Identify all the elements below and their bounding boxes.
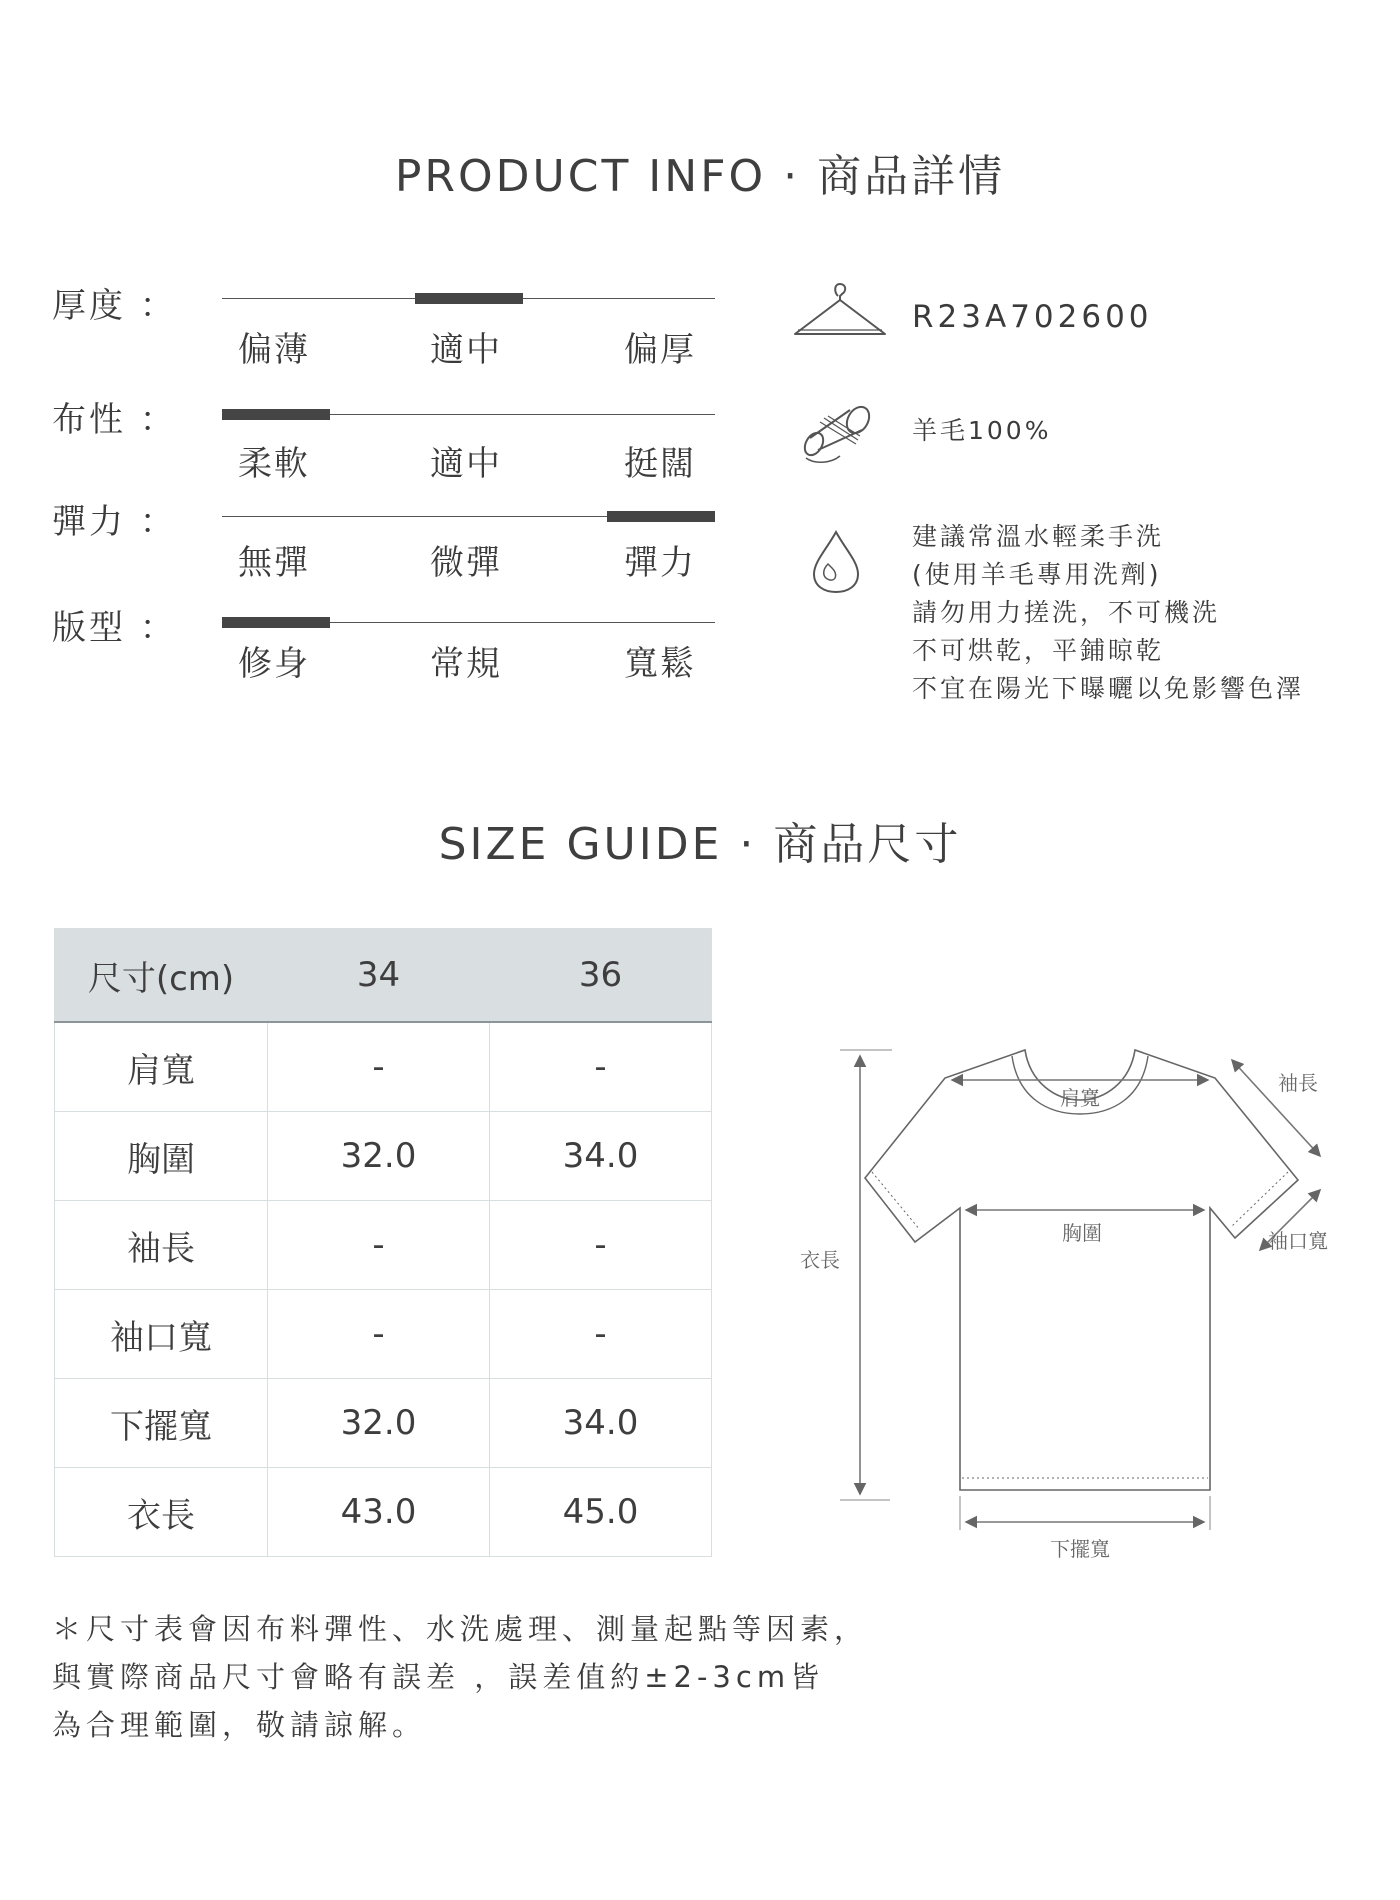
- reference-line: [960, 1496, 1210, 1530]
- table-cell: 45.0: [490, 1468, 712, 1557]
- product-info-title: PRODUCT INFO · 商品詳情: [394, 151, 1006, 202]
- hanger-icon: [790, 280, 890, 346]
- table-cell: 34.0: [490, 1379, 712, 1468]
- shoulder-label: 肩寬: [1060, 1086, 1100, 1110]
- sleeve-length-label: 袖長: [1278, 1071, 1318, 1095]
- scale-option: 微彈: [430, 543, 502, 583]
- scale-option: 適中: [430, 444, 502, 484]
- table-cell: -: [490, 1290, 712, 1379]
- body-length-label: 衣長: [800, 1248, 840, 1272]
- table-cell: 32.0: [268, 1112, 490, 1201]
- table-row: [55, 1379, 712, 1468]
- table-row: [55, 1290, 712, 1379]
- attribute-label: 版型 ：: [52, 608, 177, 648]
- care-line: (使用羊毛專用洗劑): [912, 560, 1162, 589]
- row-label: 下擺寬: [55, 1379, 268, 1468]
- chest-label: 胸圍: [1062, 1221, 1102, 1245]
- table-cell: -: [268, 1022, 490, 1112]
- scale-option: 彈力: [624, 543, 696, 583]
- reference-line: [840, 1050, 892, 1500]
- note-line: ＊尺寸表會因布料彈性、水洗處理、測量起點等因素，: [52, 1612, 869, 1646]
- scale-marker: [415, 293, 523, 304]
- table-row: [55, 1468, 712, 1557]
- scale-option: 適中: [430, 330, 502, 370]
- size-table: [54, 928, 712, 1557]
- scale-marker: [607, 511, 715, 522]
- table-cell: 34.0: [490, 1112, 712, 1201]
- attribute-label: 彈力 ：: [52, 502, 177, 542]
- cuff-width-label: 袖口寬: [1268, 1229, 1328, 1253]
- table-cell: -: [268, 1201, 490, 1290]
- table-cell: -: [490, 1022, 712, 1112]
- header-cell: 尺寸(cm): [55, 929, 268, 1023]
- scale-option: 常規: [430, 644, 502, 684]
- scale-option: 挺闊: [624, 444, 696, 484]
- table-cell: 43.0: [268, 1468, 490, 1557]
- row-label: 衣長: [55, 1468, 268, 1557]
- row-label: 袖長: [55, 1201, 268, 1290]
- note-line: 與實際商品尺寸會略有誤差 ，誤差值約±2-3cm皆: [52, 1660, 825, 1694]
- care-line: 請勿用力搓洗，不可機洗: [912, 598, 1221, 627]
- table-row: [55, 1201, 712, 1290]
- size-guide-title: SIZE GUIDE · 商品尺寸: [438, 819, 962, 870]
- table-header-row: [55, 929, 712, 1023]
- scale-option: 無彈: [238, 543, 310, 583]
- tshirt-outline: [865, 1050, 1298, 1490]
- table-cell: 32.0: [268, 1379, 490, 1468]
- care-line: 不可烘乾，平鋪晾乾: [912, 636, 1165, 665]
- yarn-spool-icon: [800, 398, 880, 468]
- row-label: 肩寬: [55, 1022, 268, 1112]
- table-cell: -: [490, 1201, 712, 1290]
- header-cell: 36: [490, 929, 712, 1023]
- material-text: 羊毛100%: [912, 416, 1052, 445]
- care-line: 建議常溫水輕柔手洗: [912, 522, 1165, 551]
- tshirt-diagram: [780, 1030, 1360, 1590]
- scale-option: 偏厚: [624, 330, 696, 370]
- scale-option: 柔軟: [238, 444, 310, 484]
- table-cell: -: [268, 1290, 490, 1379]
- attribute-label: 厚度 ：: [52, 286, 177, 326]
- water-drop-icon: [808, 528, 864, 596]
- scale-marker: [222, 617, 330, 628]
- size-note: [52, 1605, 868, 1749]
- scale-option: 修身: [238, 644, 310, 684]
- row-label: 袖口寬: [55, 1290, 268, 1379]
- hem-width-label: 下擺寬: [1050, 1537, 1110, 1561]
- note-line: 為合理範圍，敬請諒解。: [52, 1708, 427, 1742]
- scale-option: 偏薄: [238, 330, 310, 370]
- scale-marker: [222, 409, 330, 420]
- table-row: [55, 1022, 712, 1112]
- table-row: [55, 1112, 712, 1201]
- header-cell: 34: [268, 929, 490, 1023]
- product-code: R23A702600: [912, 299, 1153, 335]
- row-label: 胸圍: [55, 1112, 268, 1201]
- scale-option: 寬鬆: [624, 644, 696, 684]
- care-line: 不宜在陽光下曝曬以免影響色澤: [912, 674, 1305, 703]
- attribute-label: 布性 ：: [52, 400, 177, 440]
